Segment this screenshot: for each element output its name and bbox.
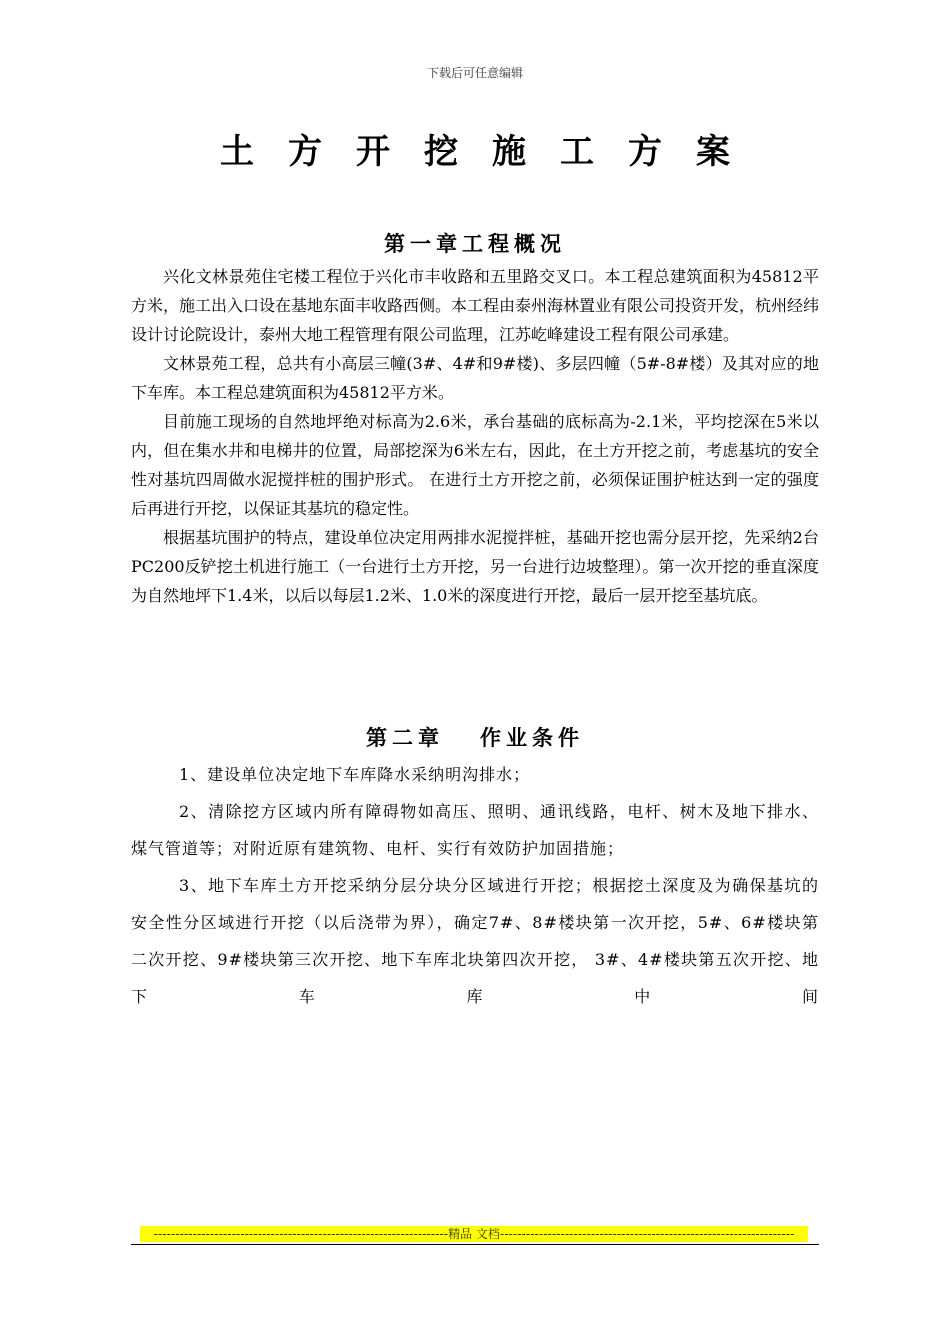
- chapter-1-paragraph: 文林景苑工程，总共有小高层三幢(3#、4#和9#楼)、多层四幢（5#-8#楼）及其对应的地下车库。本工程总建筑面积为45812平方米。: [131, 354, 819, 402]
- chapter-1-paragraph: 兴化文林景苑住宅楼工程位于兴化市丰收路和五里路交叉口。本工程总建筑面积为45812平方米，施工出入口设在基地东面丰收路西侧。本工程由泰州海林置业有限公司投资开发，杭州经纬设计讨论院设计，泰州大地工程管理有限公司监理，江苏屹峰建设工程有限公司承建。: [131, 267, 820, 344]
- work-condition-item: 2、清除挖方区域内所有障碍物如高压、照明、通讯线路，电杆、树木及地下排水、煤气管道等；对附近原有建筑物、电杆、实行有效防护加固措施；: [131, 802, 819, 858]
- work-condition-item: 1、建设单位决定地下车库降水采纳明沟排水；: [179, 765, 531, 784]
- chapter-1-heading: 第一章工程概况: [384, 232, 566, 256]
- chapter-2-number: 第二章: [366, 726, 444, 750]
- footer-banner: --------------------------------------------------------------------精品 文档--------------------------------------------------------------------: [140, 1226, 808, 1242]
- work-condition-item: 3、地下车库土方开挖采纳分层分块分区域进行开挖；根据挖土深度及为确保基坑的安全性分区域进行开挖（以后浇带为界），确定7#、8#楼块第一次开挖，5#、6#楼块第二次开挖、9#楼块第三次开挖、地下车库北块第四次开挖， 3#、4#楼块第五次开挖、地下车库中间: [131, 876, 819, 1006]
- chapter-1-body: [131, 262, 819, 610]
- chapter-1-paragraph: 目前施工现场的自然地坪绝对标高为2.6米，承台基础的底标高为-2.1米，平均挖深在5米以内，但在集水井和电梯井的位置，局部挖深为6米左右，因此，在土方开挖之前，考虑基坑的安全性对基坑四周做水泥搅拌桩的围护形式。 在进行土方开挖之前，必须保证围护桩达到一定的强度后再进行开挖，以保证其基坑的稳定性。: [131, 412, 819, 518]
- chapter-2-body: [131, 756, 819, 1015]
- header-note: 下载后可任意编辑: [426, 66, 523, 80]
- chapter-2-heading: [0, 722, 950, 752]
- chapter-2-title: 作业条件: [480, 726, 584, 750]
- chapter-1-paragraph: 根据基坑围护的特点，建设单位决定用两排水泥搅拌桩，基础开挖也需分层开挖，先采纳2台PC200反铲挖土机进行施工（一台进行土方开挖，另一台进行边坡整理）。第一次开挖的垂直深度为自然地坪下1.4米，以后以每层1.2米、1.0米的深度进行开挖，最后一层开挖至基坑底。: [131, 528, 819, 605]
- document-title: 土方开挖施工方案: [220, 132, 764, 172]
- footer-rule: [131, 1244, 819, 1245]
